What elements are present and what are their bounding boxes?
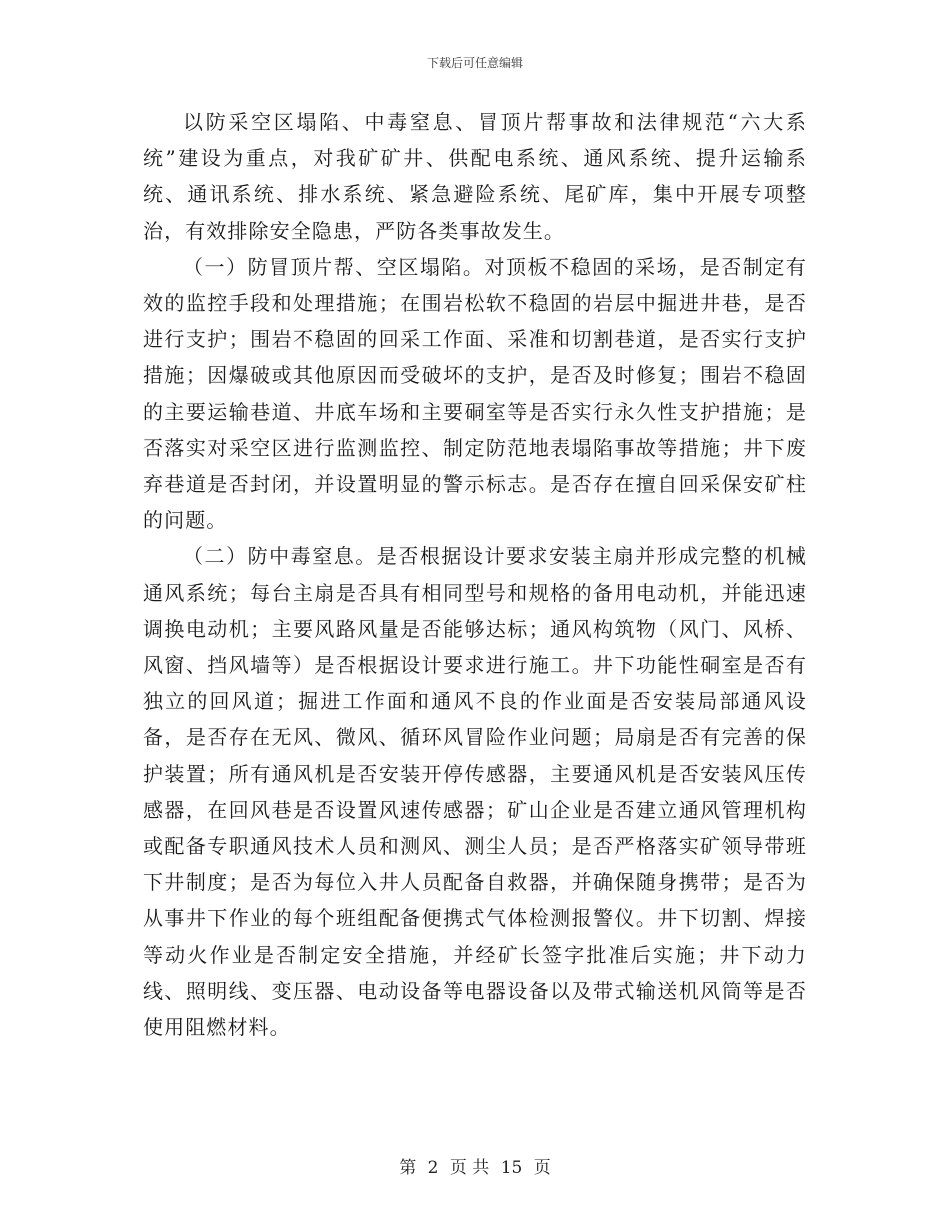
footer-suffix: 页 [533, 1158, 551, 1178]
document-body [143, 104, 807, 1045]
footer-current-page: 2 [427, 1158, 439, 1178]
paragraph-roof-collapse: （一）防冒顶片帮、空区塌陷。对顶板不稳固的采场，是否制定有效的监控手段和处理措施；在围岩松软不稳固的岩层中掘进井巷，是否进行支护；围岩不稳固的回采工作面、采准和切割巷道，是否实行支护措施；因爆破或其他原因而受破坏的支护，是否及时修复；围岩不稳固的主要运输巷道、井底车场和主要硐室等是否实行永久性支护措施；是否落实对采空区进行监测监控、制定防范地表塌陷事故等措施；井下废弃巷道是否封闭，并设置明显的警示标志。是否存在擅自回采保安矿柱的问题。 [143, 254, 807, 533]
page-header: 下载后可任意编辑 [426, 56, 523, 70]
page-footer [0, 1153, 950, 1178]
footer-middle: 页 共 [449, 1158, 490, 1178]
footer-prefix: 第 [399, 1158, 417, 1178]
paragraph-poisoning: （二）防中毒窒息。是否根据设计要求安装主扇并形成完整的机械通风系统；每台主扇是否具有相同型号和规格的备用电动机，并能迅速调换电动机；主要风路风量是否能够达标；通风构筑物（风门、风桥、风窗、挡风墙等）是否根据设计要求进行施工。井下功能性硐室是否有独立的回风道；掘进工作面和通风不良的作业面是否安装局部通风设备，是否存在无风、微风、循环风冒险作业问题；局扇是否有完善的保护装置；所有通风机是否安装开停传感器，主要通风机是否安装风压传感器，在回风巷是否设置风速传感器；矿山企业是否建立通风管理机构或配备专职通风技术人员和测风、测尘人员；是否严格落实矿领导带班下井制度；是否为每位入井人员配备自救器，并确保随身携带；是否为从事井下作业的每个班组配备便携式气体检测报警仪。井下切割、焊接等动火作业是否制定安全措施，并经矿长签字批准后实施；井下动力线、照明线、变压器、电动设备等电器设备以及带式输送机风筒等是否使用阻燃材料。 [143, 544, 807, 1040]
paragraph-intro: 以防采空区塌陷、中毒窒息、冒顶片帮事故和法律规范“六大系统”建设为重点，对我矿矿井、供配电系统、通风系统、提升运输系统、通讯系统、排水系统、紧急避险系统、尾矿库，集中开展专项整治，有效排除安全隐患，严防各类事故发生。 [143, 110, 807, 243]
footer-total-pages: 15 [500, 1158, 523, 1178]
